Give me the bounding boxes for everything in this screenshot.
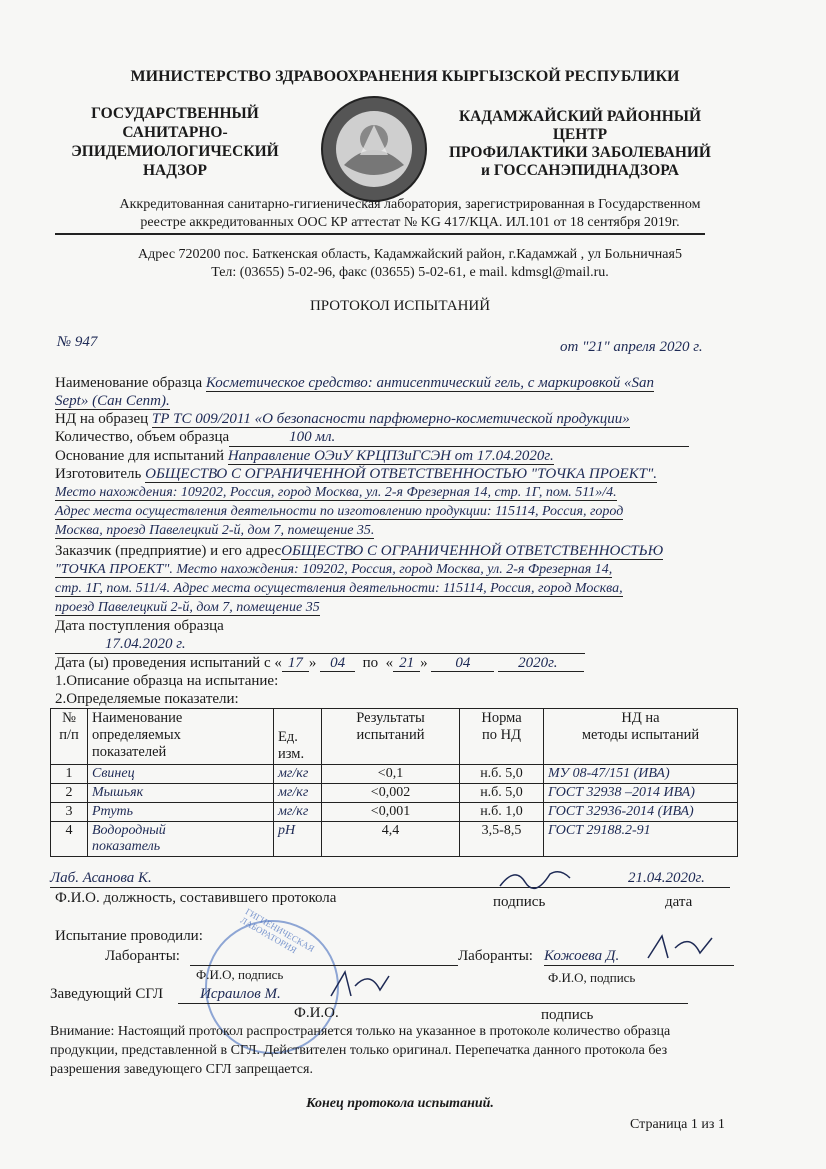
- tested-by-label: Испытание проводили:: [55, 928, 203, 944]
- signature-icon: [495, 864, 575, 894]
- nd-label: НД на образец: [55, 411, 149, 427]
- received-row: [55, 617, 745, 654]
- signature-icon: [325, 964, 395, 1004]
- basis-value: Направление ОЭиУ КРЦПЗиГСЭН от 17.04.2020г.: [227, 448, 554, 464]
- test-to-month: 04: [431, 655, 494, 672]
- left-org-line: ГОСУДАРСТВЕННЫЙ: [91, 105, 259, 122]
- cell-method: ГОСТ 32938 –2014 ИВА): [544, 784, 738, 803]
- page-number: Страница 1 из 1: [630, 1117, 725, 1132]
- notice-line: Внимание: Настоящий протокол распространяется только на указанное в протоколе количество образца: [50, 1024, 671, 1039]
- nd-value: ТР ТС 009/2011 «О безопасности парфюмерно-косметической продукции»: [151, 411, 630, 427]
- lab-label-1: Лаборанты:: [105, 948, 180, 964]
- customer-value-cont: проезд Павелецкий 2-й, дом 7, помещение 35: [55, 600, 320, 615]
- head-name: Исраилов М.: [200, 986, 281, 1002]
- notice-line: продукции, представленной в СГЛ. Действителен только оригинал. Перепечатка данного протокола без: [50, 1043, 668, 1058]
- sample-name-value-cont: Sept» (Сан Септ).: [55, 393, 170, 409]
- customer-value-cont: стр. 1Г, пом. 511/4. Адрес места осуществления деятельности: 115114, Россия, город Москва,: [55, 581, 623, 596]
- received-value: 17.04.2020 г.: [55, 635, 585, 654]
- sample-name-value: Косметическое средство: антисептический гель, с маркировкой «San: [205, 375, 654, 391]
- cell-result: <0,1: [322, 765, 460, 784]
- results-table: [50, 708, 738, 857]
- cell-method: ГОСТ 29188.2-91: [544, 822, 738, 857]
- maker-row: [55, 465, 745, 483]
- test-to-day: 21: [393, 655, 420, 672]
- table-row: [51, 822, 738, 857]
- header-divider: [55, 233, 705, 235]
- cell-num: 3: [51, 803, 88, 822]
- compiler-caption: Ф.И.О. должность, составившего протокола: [55, 890, 337, 906]
- lab-line-1: [190, 965, 458, 966]
- end-of-protocol: Конец протокола испытаний.: [306, 1096, 494, 1111]
- cell-num: 4: [51, 822, 88, 857]
- col-header-unit: Ед. изм.: [274, 709, 322, 765]
- lab-name-2: Кожоева Д.: [544, 948, 734, 966]
- compiler-name: Лаб. Асанова К.: [50, 870, 152, 886]
- cell-unit: мг/кг: [274, 765, 322, 784]
- fio-sign-2: Ф.И.О, подпись: [548, 970, 636, 985]
- head-line: [178, 986, 688, 1004]
- customer-label: Заказчик (предприятие) и его адрес: [55, 543, 282, 559]
- ministry-title: МИНИСТЕРСТВО ЗДРАВООХРАНЕНИЯ КЫРГЫЗСКОЙ РЕСПУБЛИКИ: [130, 68, 680, 85]
- col-header-result: Результаты испытаний: [322, 709, 460, 765]
- maker-row2: [55, 483, 745, 502]
- item2-label: 2.Определяемые показатели:: [55, 691, 239, 707]
- basis-row: [55, 447, 745, 465]
- received-label: Дата поступления образца: [55, 618, 224, 634]
- cell-indicator: Мышьяк: [88, 784, 274, 803]
- item1-label: 1.Описание образца на испытание:: [55, 673, 279, 689]
- col-header-method: НД на методы испытаний: [544, 709, 738, 765]
- right-org-line: КАДАМЖАЙСКИЙ РАЙОННЫЙ: [458, 108, 702, 125]
- customer-value-cont: "ТОЧКА ПРОЕКТ". Место нахождения: 109202, Россия, город Москва, ул. 2-я Фрезерная 14,: [55, 562, 613, 577]
- address-line: Адрес 720200 пос. Баткенская область, Кадамжайский район, г.Кадамжай , ул Больничная5: [138, 247, 682, 262]
- table-header-row: [51, 709, 738, 765]
- cell-result: <0,001: [322, 803, 460, 822]
- table-row: [51, 765, 738, 784]
- cell-norm: н.б. 5,0: [460, 765, 544, 784]
- sample-name-label: Наименование образца: [55, 375, 203, 391]
- right-org-line: ПРОФИЛАКТИКИ ЗАБОЛЕВАНИЙ: [448, 144, 711, 161]
- test-from-month: 04: [320, 655, 355, 672]
- cell-unit: мг/кг: [274, 784, 322, 803]
- qty-row: [55, 428, 745, 447]
- notice-line: разрешения заведующего СГЛ запрещается.: [50, 1062, 313, 1077]
- stamp-text: ГИГИЕНИЧЕСКАЯ ЛАБОРАТОРИЯ: [238, 906, 317, 956]
- cell-unit: мг/кг: [274, 803, 322, 822]
- state-emblem: [320, 95, 428, 208]
- accreditation-text: [60, 196, 760, 232]
- customer-row3: [55, 579, 745, 598]
- maker-row3: [55, 502, 745, 521]
- maker-label: Изготовитель: [55, 466, 142, 482]
- fio-label: Ф.И.О.: [294, 1005, 339, 1021]
- cell-norm: н.б. 5,0: [460, 784, 544, 803]
- qty-value: 100 мл.: [229, 428, 689, 447]
- cell-norm: 3,5-8,5: [460, 822, 544, 857]
- customer-value: ОБЩЕСТВО С ОГРАНИЧЕННОЙ ОТВЕТСТВЕННОСТЬЮ: [281, 543, 664, 559]
- maker-row4: [55, 521, 745, 540]
- left-org-line: САНИТАРНО-: [122, 124, 228, 141]
- cell-num: 2: [51, 784, 88, 803]
- maker-value-cont: Место нахождения: 109202, Россия, город Москва, ул. 2-я Фрезерная 14, стр. 1Г, пом. 511»/4.: [55, 485, 617, 500]
- address-line: Тел: (03655) 5-02-96, факс (03655) 5-02-61, e mail. kdmsgl@mail.ru.: [211, 265, 609, 280]
- cell-result: <0,002: [322, 784, 460, 803]
- accreditation-line: реестре аккредитованных ООС КР аттестат № KG 417/КЦА. ИЛ.101 от 18 сентября 2019г.: [140, 215, 680, 230]
- fio-sign-1: Ф.И.О, подпись: [196, 967, 284, 982]
- cell-indicator: Свинец: [88, 765, 274, 784]
- compiler-line: [50, 870, 730, 888]
- maker-value-cont: Москва, проезд Павелецкий 2-й, дом 7, помещение 35.: [55, 523, 375, 538]
- col-header-indicator: Наименование определяемых показателей: [88, 709, 274, 765]
- test-dates-row: Дата (ы) проведения испытаний с « 17 » 04 по « 21 » 04 2020г.: [55, 654, 745, 672]
- test-year: 2020г.: [498, 655, 583, 672]
- col-header-num: № п/п: [51, 709, 88, 765]
- emblem-icon: [320, 95, 428, 203]
- maker-value: ОБЩЕСТВО С ОГРАНИЧЕННОЙ ОТВЕТСТВЕННОСТЬЮ "ТОЧКА ПРОЕКТ".: [145, 466, 658, 482]
- accreditation-line: Аккредитованная санитарно-гигиеническая лаборатория, зарегистрированная в Государственном: [119, 197, 701, 212]
- nd-row: [55, 410, 745, 428]
- qty-label: Количество, объем образца: [55, 429, 230, 445]
- cell-norm: н.б. 1,0: [460, 803, 544, 822]
- sign-caption: подпись: [493, 894, 546, 910]
- item1-row: [55, 672, 745, 690]
- cell-indicator: Ртуть: [88, 803, 274, 822]
- signature-icon: [640, 928, 720, 968]
- customer-row4: [55, 598, 745, 617]
- cell-result: 4,4: [322, 822, 460, 857]
- head-label: Заведующий СГЛ: [50, 986, 164, 1002]
- test-from-day: 17: [282, 655, 309, 672]
- test-dates-label: Дата (ы) проведения испытаний с: [55, 655, 271, 671]
- cell-method: МУ 08-47/151 (ИВА): [544, 765, 738, 784]
- cell-unit: pH: [274, 822, 322, 857]
- notice-block: [50, 1022, 750, 1079]
- cell-indicator: Водородный показатель: [88, 822, 274, 857]
- basis-label: Основание для испытаний: [55, 448, 225, 464]
- sign2-label: подпись: [541, 1007, 594, 1023]
- right-org-line: и ГОССАНЭПИДНАДЗОРА: [481, 162, 679, 179]
- cell-num: 1: [51, 765, 88, 784]
- table-row: [51, 784, 738, 803]
- left-org-line: ЭПИДЕМИОЛОГИЧЕСКИЙ: [71, 143, 279, 160]
- cell-method: ГОСТ 32936-2014 (ИВА): [544, 803, 738, 822]
- sample-name-row2: [55, 392, 745, 410]
- left-org-block: [60, 104, 290, 180]
- fields-block: [55, 374, 745, 708]
- protocol-date: от "21" апреля 2020 г.: [560, 339, 703, 355]
- right-org-block: [440, 108, 720, 180]
- left-org-line: НАДЗОР: [142, 162, 207, 179]
- customer-row: [55, 542, 745, 560]
- compiler-date: 21.04.2020г.: [628, 870, 705, 886]
- sample-name-row: [55, 374, 745, 392]
- item2-row: [55, 690, 745, 708]
- right-org-line: ЦЕНТР: [552, 126, 608, 143]
- protocol-title: ПРОТОКОЛ ИСПЫТАНИЙ: [309, 298, 491, 314]
- lab-label-2: Лаборанты:: [458, 948, 533, 964]
- test-to-label: по: [362, 655, 379, 671]
- customer-row2: [55, 560, 745, 579]
- table-row: [51, 803, 738, 822]
- protocol-number: № 947: [57, 334, 98, 350]
- col-header-norm: Норма по НД: [460, 709, 544, 765]
- maker-value-cont: Адрес места осуществления деятельности по изготовлению продукции: 115114, Россия, город: [55, 504, 624, 519]
- address-block: [60, 246, 760, 282]
- date-caption: дата: [665, 894, 693, 910]
